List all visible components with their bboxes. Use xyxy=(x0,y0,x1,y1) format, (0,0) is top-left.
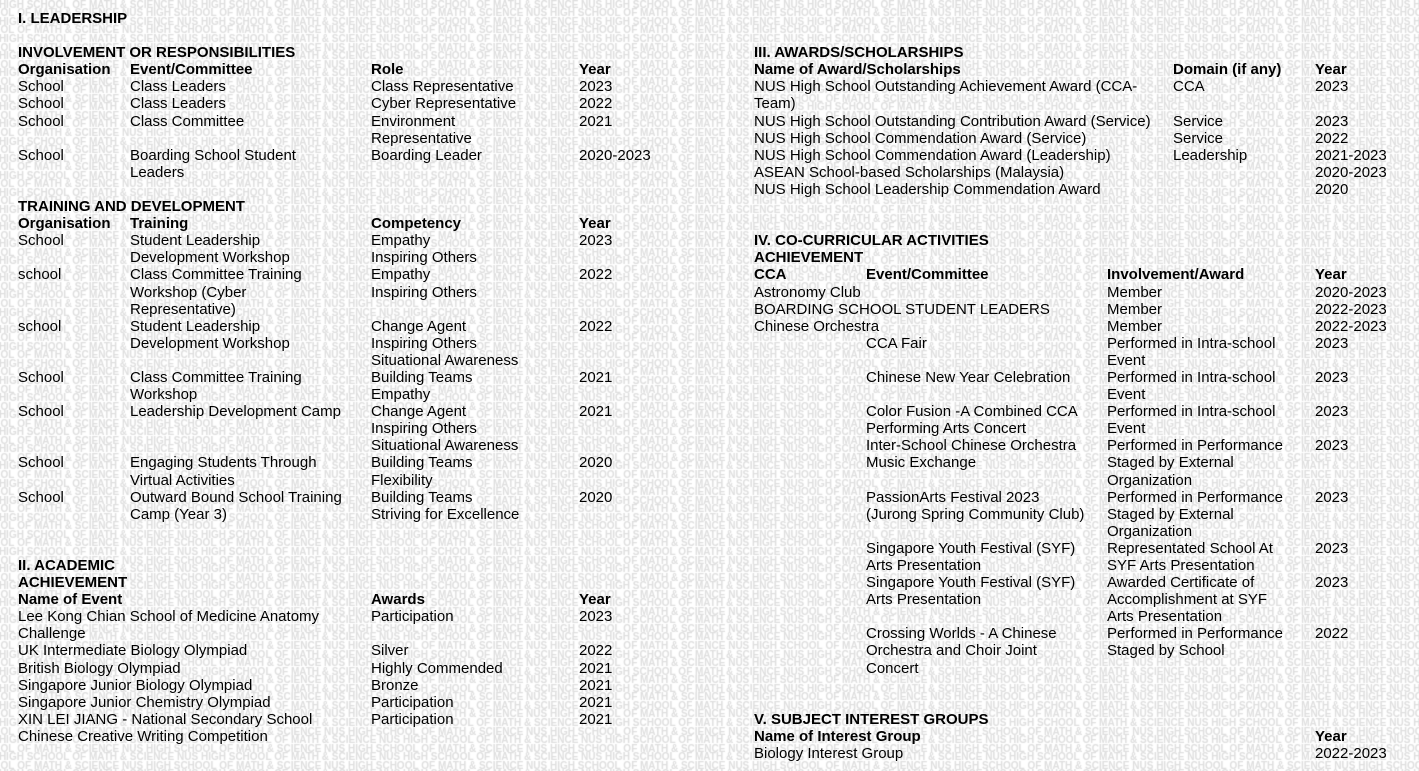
table-cell: Lee Kong Chian School of Medicine Anatomy Challenge xyxy=(18,608,320,643)
involvement-table xyxy=(18,61,718,181)
table-cell: 2021 xyxy=(579,710,613,728)
table-cell: Singapore Junior Chemistry Olympiad xyxy=(18,693,271,711)
table-cell xyxy=(754,489,866,540)
table-cell: Chinese New Year Celebration xyxy=(866,368,1071,386)
table-cell: School xyxy=(18,454,64,472)
table-cell: Engaging Students Through Virtual Activities xyxy=(130,454,317,489)
table-cell: 2022-2023 xyxy=(1315,300,1387,318)
table-cell: Highly Commended xyxy=(371,659,503,677)
column-header: Event/Committee xyxy=(130,61,253,79)
table-cell xyxy=(866,318,1107,335)
table-cell: School xyxy=(18,232,64,250)
table-cell: 2023 xyxy=(579,608,613,626)
table-cell xyxy=(754,335,866,369)
table-cell: Cyber Representative xyxy=(371,95,517,113)
table-cell xyxy=(1173,181,1315,198)
table-cell: 2021 xyxy=(579,676,613,694)
table-cell: Class Representative xyxy=(371,78,514,96)
table-cell: 2021 xyxy=(579,112,613,130)
table-cell: 2022 xyxy=(1315,129,1349,147)
table-cell: 2023 xyxy=(579,232,613,250)
table-cell: Singapore Youth Festival (SYF) Arts Presentation xyxy=(866,574,1076,609)
table-cell xyxy=(754,625,866,676)
column-header: Role xyxy=(371,61,404,79)
table-cell: School xyxy=(18,78,64,96)
table-cell: CCA xyxy=(1173,78,1205,96)
table-cell: Silver xyxy=(371,642,409,660)
table-cell xyxy=(754,540,866,574)
table-cell: 2023 xyxy=(1315,403,1349,421)
table-cell: XIN LEI JIANG - National Secondary School Chinese Creative Writing Competition xyxy=(18,710,313,745)
table-cell: Leadership Development Camp xyxy=(130,403,341,421)
table-cell: Awarded Certificate of Accomplishment at SYF Arts Presentation xyxy=(1107,574,1268,626)
right-column xyxy=(754,10,1414,762)
table-cell: UK Intermediate Biology Olympiad xyxy=(18,642,248,660)
table-cell: Class Committee Training Workshop (Cyber Representative) xyxy=(130,266,302,318)
table-cell: PassionArts Festival 2023 (Jurong Spring Community Club) xyxy=(866,488,1085,523)
table-cell: Representated School At SYF Arts Presentation xyxy=(1107,539,1273,574)
table-cell: School xyxy=(18,95,64,113)
table-cell: 2021 xyxy=(579,368,613,386)
table-cell: Building Teams Striving for Excellence xyxy=(371,488,520,523)
table-cell: Change Agent Inspiring Others Situational Awareness xyxy=(371,403,519,455)
table-cell: Class Leaders xyxy=(130,95,226,113)
table-cell: Biology Interest Group xyxy=(754,745,904,763)
table-cell: Performed in Intra-school Event xyxy=(1107,403,1276,438)
table-cell: 2022-2023 xyxy=(1315,317,1387,335)
table-cell: 2022 xyxy=(1315,625,1349,643)
table-cell xyxy=(866,301,1107,318)
column-header: Year xyxy=(579,215,611,233)
table-cell: ASEAN School-based Scholarships (Malaysia) xyxy=(754,163,1065,181)
table-cell xyxy=(754,403,866,437)
table-cell: 2021 xyxy=(579,659,613,677)
table-cell: 2022-2023 xyxy=(1315,745,1387,763)
table-cell: Performed in Performance Staged by School xyxy=(1107,625,1283,660)
table-cell: Service xyxy=(1173,112,1224,130)
table-cell: Participation xyxy=(371,608,454,626)
column-header: Year xyxy=(579,61,611,79)
table-cell xyxy=(754,574,866,625)
column-header: Year xyxy=(579,591,611,609)
table-cell: Class Committee Training Workshop xyxy=(130,368,302,404)
table-cell: Member xyxy=(1107,317,1163,335)
table-cell: 2023 xyxy=(1315,574,1349,592)
column-header: CCA xyxy=(754,266,787,284)
table-cell: 2023 xyxy=(1315,368,1349,386)
table-cell: 2022 xyxy=(579,317,613,335)
table-cell xyxy=(1173,164,1315,181)
table-cell: 2022 xyxy=(579,642,613,660)
table-cell: 2020 xyxy=(579,454,613,472)
table-cell: Outward Bound School Training Camp (Year 3) xyxy=(130,488,342,523)
table-cell: Astronomy Club xyxy=(754,283,861,301)
table-cell: Member xyxy=(1107,283,1163,301)
left-column xyxy=(18,10,718,745)
table-cell: Empathy Inspiring Others xyxy=(371,232,477,267)
column-header: Involvement/Award xyxy=(1107,266,1245,284)
table-cell: school xyxy=(18,317,62,335)
table-cell: 2023 xyxy=(1315,112,1349,130)
section-title-cca: IV. CO-CURRICULAR ACTIVITIES ACHIEVEMENT xyxy=(754,232,989,267)
table-cell: Environment Representative xyxy=(371,112,472,147)
interest-groups-table xyxy=(754,728,1414,762)
section-title-leadership: I. LEADERSHIP xyxy=(18,10,128,27)
table-cell: Building Teams Flexibility xyxy=(371,454,473,489)
table-cell: Boarding School Student Leaders xyxy=(130,146,296,181)
column-header: Year xyxy=(1315,61,1347,79)
table-cell: Performed in Intra-school Event xyxy=(1107,334,1276,369)
column-header: Name of Award/Scholarships xyxy=(754,61,961,79)
table-cell: Leadership xyxy=(1173,146,1248,164)
column-header: Competency xyxy=(371,215,462,233)
table-cell: NUS High School Commendation Award (Leadership) xyxy=(754,146,1111,164)
section-title-interest-groups: V. SUBJECT INTEREST GROUPS xyxy=(754,710,989,728)
subsection-title-involvement: INVOLVEMENT OR RESPONSIBILITIES xyxy=(18,44,296,62)
table-cell: School xyxy=(18,146,64,164)
table-cell: 2020-2023 xyxy=(579,146,651,164)
cca-table xyxy=(754,266,1414,676)
table-cell: BOARDING SCHOOL STUDENT LEADERS xyxy=(754,300,1050,318)
table-cell xyxy=(754,369,866,403)
table-cell: Bronze xyxy=(371,676,419,694)
table-cell: 2021 xyxy=(579,693,613,711)
subsection-title-training: TRAINING AND DEVELOPMENT xyxy=(18,198,245,216)
column-header: Organisation xyxy=(18,61,111,79)
table-cell: School xyxy=(18,488,64,506)
table-cell: 2022 xyxy=(579,266,613,284)
column-header: Event/Committee xyxy=(866,266,989,284)
table-cell: 2020-2023 xyxy=(1315,283,1387,301)
table-cell: Performed in Intra-school Event xyxy=(1107,368,1276,404)
column-header: Year xyxy=(1315,727,1347,745)
table-cell: British Biology Olympiad xyxy=(18,659,181,677)
column-header: Domain (if any) xyxy=(1173,61,1282,79)
column-header: Organisation xyxy=(18,215,111,233)
table-cell: Class Committee xyxy=(130,112,245,130)
table-cell: Singapore Junior Biology Olympiad xyxy=(18,676,253,694)
column-header: Training xyxy=(130,215,189,233)
table-cell: Boarding Leader xyxy=(371,146,482,164)
table-cell xyxy=(754,437,866,488)
table-cell: Singapore Youth Festival (SYF) Arts Presentation xyxy=(866,539,1076,574)
academic-table xyxy=(18,591,718,745)
table-cell xyxy=(866,284,1107,301)
table-cell: 2023 xyxy=(1315,334,1349,352)
section-title-awards: III. AWARDS/SCHOLARSHIPS xyxy=(754,44,964,62)
awards-table xyxy=(754,61,1414,198)
section-title-academic: II. ACADEMIC ACHIEVEMENT xyxy=(18,557,128,592)
table-cell: Empathy Inspiring Others xyxy=(371,266,477,301)
column-header: Awards xyxy=(371,591,425,609)
column-header: Name of Interest Group xyxy=(754,727,921,745)
table-cell: Performed in Performance Staged by External Organization xyxy=(1107,437,1283,489)
table-cell: Inter-School Chinese Orchestra Music Exchange xyxy=(866,437,1077,472)
table-cell: 2020 xyxy=(1315,180,1349,198)
table-cell: Student Leadership Development Workshop xyxy=(130,232,290,267)
table-cell: NUS High School Commendation Award (Service) xyxy=(754,129,1087,147)
table-cell: Student Leadership Development Workshop xyxy=(130,317,290,352)
table-cell: Member xyxy=(1107,300,1163,318)
column-header: Name of Event xyxy=(18,591,123,609)
table-cell: Participation xyxy=(371,710,454,728)
table-cell: 2021-2023 xyxy=(1315,146,1387,164)
table-cell: 2020-2023 xyxy=(1315,163,1387,181)
training-table xyxy=(18,215,718,523)
table-cell: NUS High School Outstanding Achievement Award (CCA- Team) xyxy=(754,78,1138,113)
table-cell: Color Fusion -A Combined CCA Performing Arts Concert xyxy=(866,403,1078,438)
table-cell: Chinese Orchestra xyxy=(754,317,880,335)
table-cell: 2021 xyxy=(579,403,613,421)
table-cell: Service xyxy=(1173,129,1224,147)
table-cell: 2023 xyxy=(1315,539,1349,557)
table-cell: School xyxy=(18,368,64,386)
table-cell: Class Leaders xyxy=(130,78,226,96)
table-cell: school xyxy=(18,266,62,284)
table-cell: School xyxy=(18,403,64,421)
table-cell: 2023 xyxy=(1315,437,1349,455)
table-cell: NUS High School Leadership Commendation Award xyxy=(754,180,1101,198)
table-cell: Performed in Performance Staged by External Organization xyxy=(1107,488,1283,540)
table-cell: 2020 xyxy=(579,488,613,506)
table-cell: Participation xyxy=(371,693,454,711)
table-cell: 2023 xyxy=(579,78,613,96)
table-cell: CCA Fair xyxy=(866,334,927,352)
table-cell: Crossing Worlds - A Chinese Orchestra and Choir Joint Concert xyxy=(866,625,1057,677)
table-cell: School xyxy=(18,112,64,130)
table-cell: NUS High School Outstanding Contribution Award (Service) xyxy=(754,112,1151,130)
table-cell: 2023 xyxy=(1315,78,1349,96)
table-cell: Change Agent Inspiring Others Situational Awareness xyxy=(371,317,519,369)
table-cell: Building Teams Empathy xyxy=(371,368,473,404)
table-cell: 2023 xyxy=(1315,488,1349,506)
table-cell: 2022 xyxy=(579,95,613,113)
column-header: Year xyxy=(1315,266,1347,284)
